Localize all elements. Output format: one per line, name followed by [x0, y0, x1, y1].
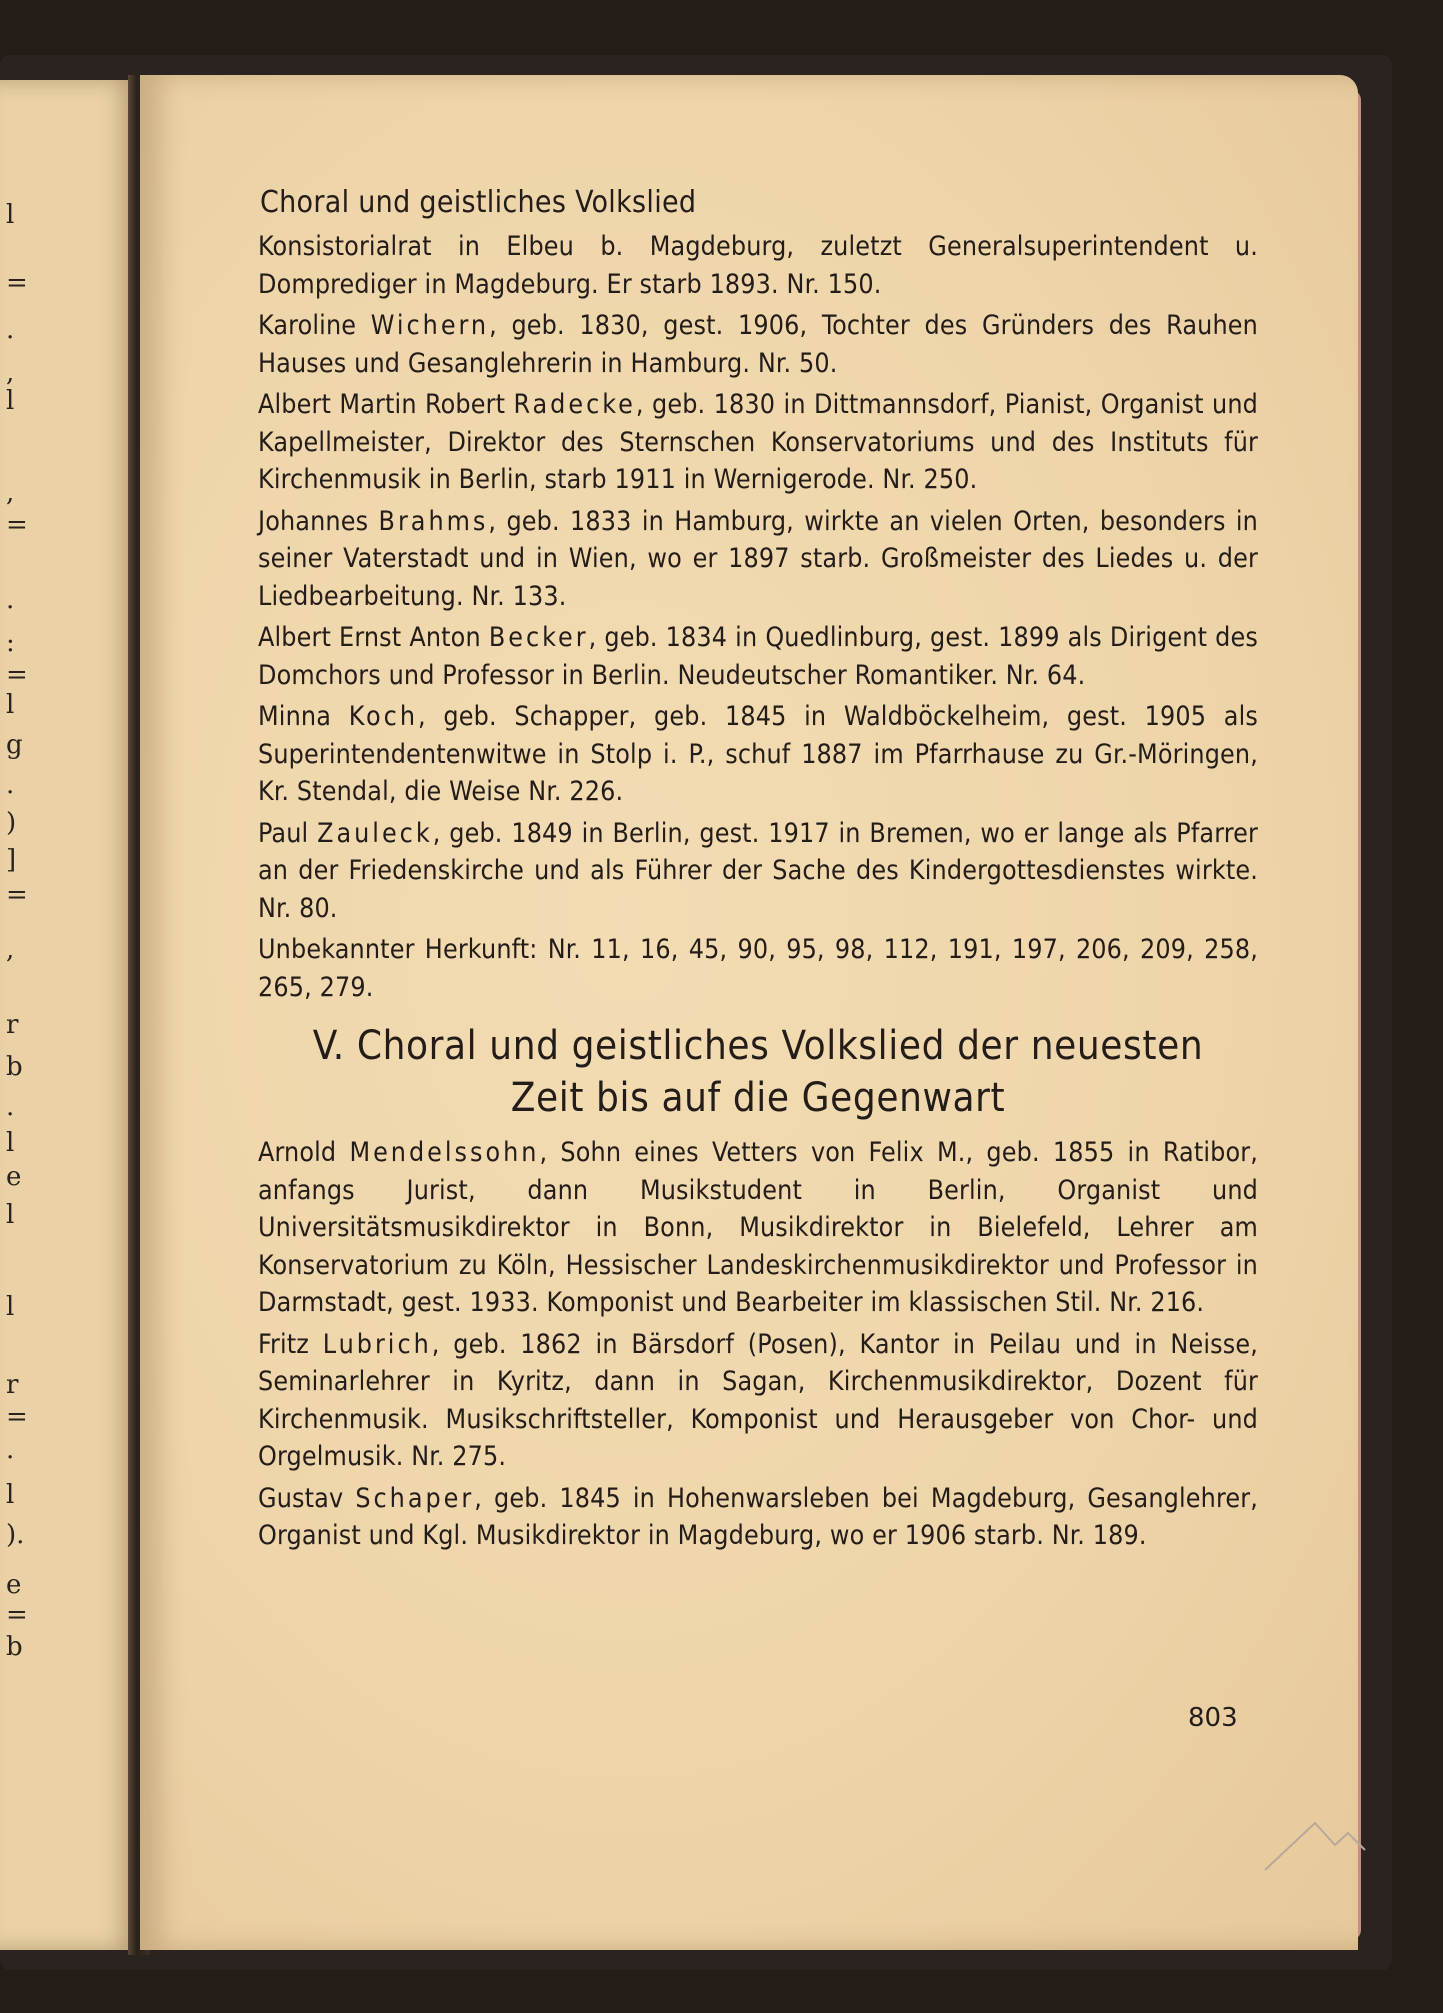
entry [258, 503, 1258, 616]
entry [258, 307, 1258, 382]
left-fragment: : [6, 628, 15, 658]
entry [258, 386, 1258, 499]
composer-name: Wichern [370, 310, 490, 341]
entry-text-before: Paul [258, 817, 318, 849]
composer-name: Koch [348, 701, 419, 732]
left-fragment: l [6, 200, 15, 230]
left-fragment: l [6, 1128, 15, 1158]
left-fragment: = [6, 268, 28, 298]
composer-name: Schaper [355, 1482, 475, 1514]
pencil-mark-icon [1260, 1815, 1370, 1875]
entry-text-before: Johannes [258, 505, 379, 537]
entry-text-after: , geb. 1834 in Quedlinburg, gest. 1899 als Dirigent des Domchors und Professor in Berlin. Neudeutscher Romantiker. Nr. 64. [258, 622, 1258, 691]
left-page [0, 80, 140, 1950]
entry-text-before: Karoline [258, 310, 371, 341]
entry-text-before: Arnold [258, 1137, 350, 1168]
entry-text-before: Albert Martin Robert [258, 389, 514, 420]
entry [258, 619, 1258, 694]
entry-text-after: , geb. 1833 in Hamburg, wirkte an vielen Orten, besonders in seiner Vaterstadt und in Wien, wo er 1897 starb. Großmeister des Liedes u. der Liedbearbeitung. Nr. 133. [258, 505, 1258, 612]
left-fragment: b [6, 1632, 23, 1662]
entry-text-before: Gustav [258, 1482, 356, 1514]
left-fragment: b [6, 1052, 23, 1082]
composer-name: Mendelssohn [349, 1137, 540, 1168]
left-fragment: ] [6, 845, 17, 875]
entry [258, 228, 1258, 303]
left-fragment: . [6, 1092, 15, 1122]
entry [258, 1134, 1258, 1322]
entry [258, 815, 1258, 928]
left-fragment: l [6, 1480, 15, 1510]
left-fragment: . [6, 770, 15, 800]
left-fragment: r [6, 1370, 19, 1400]
running-head: Choral und geistliches Volkslied [260, 185, 697, 220]
composer-name: Becker [488, 622, 589, 653]
left-fragment: g [6, 730, 23, 760]
left-fragment: l [6, 1292, 15, 1322]
right-page [140, 75, 1358, 1950]
entry [258, 1326, 1258, 1476]
entry-text-after: , geb. 1830, gest. 1906, Tochter des Gründers des Rauhen Hauses und Gesanglehrerin in Hamburg. Nr. 50. [258, 310, 1258, 379]
page-content [258, 185, 1258, 1559]
left-fragment: l [6, 1200, 15, 1230]
entry [258, 698, 1258, 811]
composer-name: Zauleck [317, 817, 433, 849]
left-fragment: ). [6, 1520, 25, 1550]
left-fragment: . [6, 585, 15, 615]
entry-text-after: , Sohn eines Vetters von Felix M., geb. 1855 in Ratibor, anfangs Jurist, dann Musikstudent in Berlin, Organist und Universitätsmusikdirektor in Bonn, Musikdirektor in Bielefeld, Lehrer am Konservatorium zu Köln, Hessischer Landeskirchenmusikdirektor und Professor in Darmstadt, gest. 1933. Komponist und Bearbeiter im klassischen Stil. Nr. 216. [258, 1137, 1258, 1318]
left-fragment: , [6, 358, 15, 388]
left-fragment: = [6, 660, 28, 690]
section-heading-line: V. Choral und geistliches Volkslied der neuesten [312, 1023, 1204, 1069]
entry-text-before: Albert Ernst Anton [258, 622, 489, 653]
entry-text-after: , geb. 1845 in Hohenwarsleben bei Magdeburg, Gesanglehrer, Organist und Kgl. Musikdirektor in Magdeburg, wo er 1906 starb. Nr. 189. [258, 1482, 1258, 1551]
entry-text-after: , geb. 1830 in Dittmannsdorf, Pianist, Organist und Kapellmeister, Direktor des Sternschen Konservatoriums und des Instituts für Kirchenmusik in Berlin, starb 1911 in Wernigerode. Nr. 250. [258, 389, 1258, 495]
section-heading-line: Zeit bis auf die Gegenwart [510, 1075, 1006, 1121]
page-number: 803 [1188, 1703, 1238, 1733]
entry-text-before: Fritz [258, 1328, 323, 1360]
entry-text: Unbekannter Herkunft: Nr. 11, 16, 45, 90, 95, 98, 112, 191, 197, 206, 209, 258, 265, 279. [258, 934, 1258, 1003]
left-fragment: ) [6, 808, 17, 838]
left-fragment: , [6, 478, 15, 508]
entry-text-before: Minna [258, 701, 349, 732]
entry-text-after: , geb. Schapper, geb. 1845 in Waldböckelheim, gest. 1905 als Superintendentenwitwe in Stolp i. P., schuf 1887 im Pfarrhause zu Gr.-Möringen, Kr. Stendal, die Weise Nr. 226. [258, 701, 1258, 807]
left-fragment: = [6, 1600, 28, 1630]
entry [258, 1480, 1258, 1555]
left-fragment: = [6, 880, 28, 910]
left-fragment: . [6, 315, 15, 345]
left-fragment: , [6, 935, 15, 965]
left-fragment: = [6, 510, 28, 540]
composer-name: Lubrich [322, 1328, 432, 1360]
left-fragment: l [6, 690, 15, 720]
composer-name: Brahms [378, 505, 489, 537]
left-fragment: r [6, 1010, 19, 1040]
left-fragment: l [6, 386, 15, 416]
left-page-text-fragments [0, 80, 30, 1950]
entry [258, 931, 1258, 1006]
left-fragment: = [6, 1402, 28, 1432]
entry-text: Konsistorialrat in Elbeu b. Magdeburg, zuletzt Generalsuperintendent u. Domprediger in Magdeburg. Er starb 1893. Nr. 150. [258, 231, 1258, 300]
section-heading [258, 1020, 1258, 1124]
left-fragment: . [6, 1435, 15, 1465]
left-fragment: e [6, 1570, 22, 1600]
composer-name: Radecke [513, 389, 636, 420]
entry-text-after: , geb. 1849 in Berlin, gest. 1917 in Bremen, wo er lange als Pfarrer an der Friedenskirche und als Führer der Sache des Kindergottesdienstes wirkte. Nr. 80. [258, 817, 1258, 924]
left-fragment: e [6, 1162, 22, 1192]
entry-text-after: , geb. 1862 in Bärsdorf (Posen), Kantor in Peilau und in Neisse, Seminarlehrer in Kyritz, dann in Sagan, Kirchenmusikdirektor, Dozent für Kirchenmusik. Musikschriftsteller, Komponist und Herausgeber von Chor- und Orgelmusik. Nr. 275. [258, 1328, 1258, 1472]
